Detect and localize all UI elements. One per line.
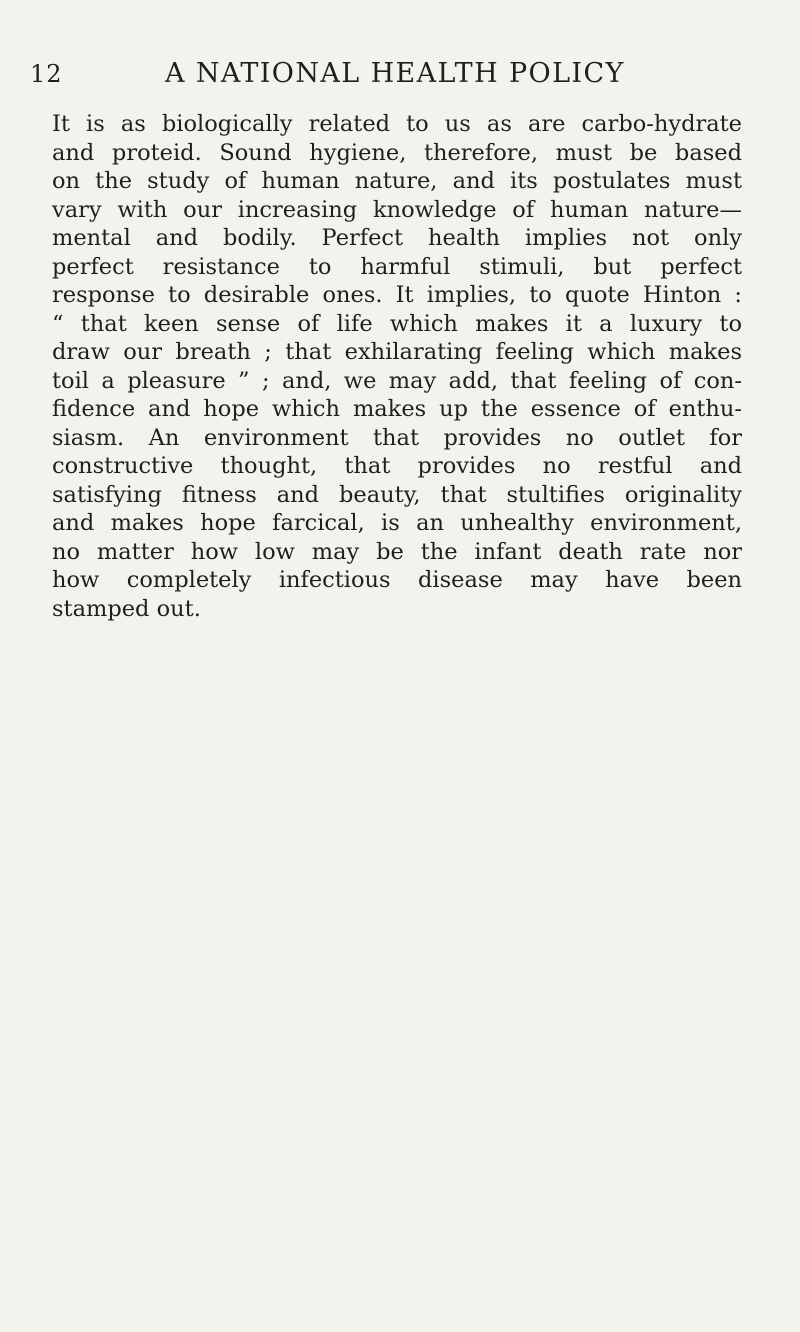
running-head (30, 58, 770, 98)
text-line: draw our breath ; that exhilarating feeling which makes (52, 339, 742, 365)
text-line: fidence and hope which makes up the essence of enthu- (52, 396, 742, 422)
text-line: and proteid. Sound hygiene, therefore, must be based (52, 139, 742, 166)
text-line: and makes hope farcical, is an unhealthy environment, (52, 510, 742, 536)
text-line: response to desirable ones. It implies, to quote Hinton : (52, 282, 742, 308)
running-title: A NATIONAL HEALTH POLICY (165, 58, 625, 89)
text-line: no matter how low may be the infant death rate nor (52, 538, 742, 565)
text-line: perfect resistance to harmful stimuli, but perfect (52, 253, 742, 280)
text-line: It is as biologically related to us as are carbo-hydrate (52, 111, 742, 137)
text-line: constructive thought, that provides no restful and (52, 453, 742, 479)
text-line: on the study of human nature, and its postulates must (52, 168, 742, 194)
text-line: stamped out. (52, 595, 201, 622)
text-line: “ that keen sense of life which makes it a luxury to (52, 310, 742, 337)
text-line: siasm. An environment that provides no outlet for (52, 424, 742, 451)
text-line: toil a pleasure ” ; and, we may add, that feeling of con- (52, 367, 742, 394)
text-line: how completely infectious disease may have been (52, 567, 742, 593)
body-paragraph (52, 110, 742, 623)
text-line: vary with our increasing knowledge of human nature— (52, 196, 742, 223)
text-line: mental and bodily. Perfect health implies not only (52, 225, 742, 251)
page-number: 12 (30, 60, 63, 88)
text-line: satisfying fitness and beauty, that stultifies originality (52, 481, 742, 508)
